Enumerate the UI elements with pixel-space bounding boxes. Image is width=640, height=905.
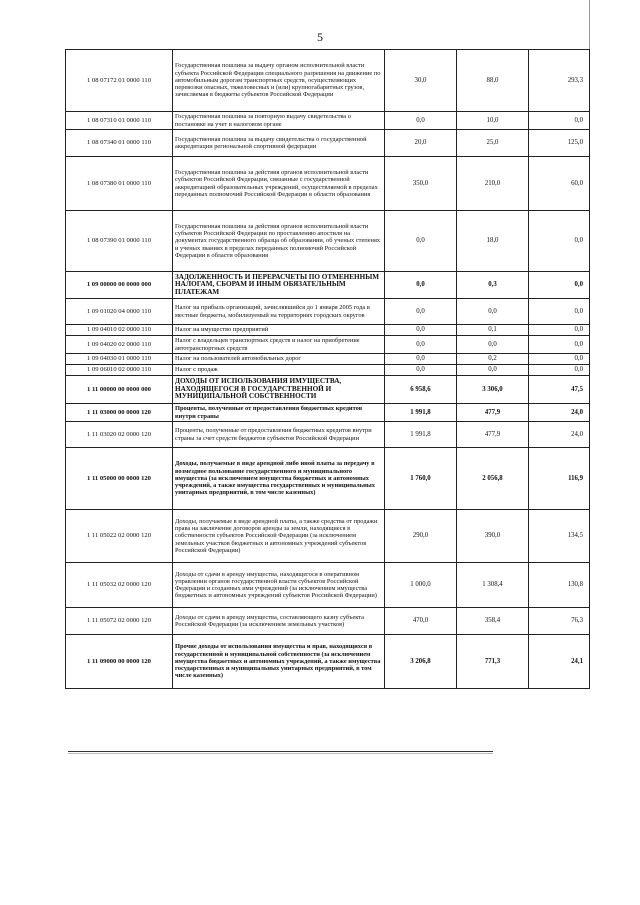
row-value-percent: 0,0 [529,354,590,365]
row-value-actual: 0,0 [457,336,529,354]
row-name: Прочие доходы от использования имущества и прав, находящихся в государственной и муниципальной собственности (за исключением имущества бюджетных и автономных учреждений, а также имущества государственных и муниципальных унитарных предприятий, в том числе казенных) [173,635,385,689]
row-code: 1 11 03020 02 0000 120 [66,422,173,448]
row-name: ДОХОДЫ ОТ ИСПОЛЬЗОВАНИЯ ИМУЩЕСТВА, НАХОДЯЩЕГОСЯ В ГОСУДАРСТВЕННОЙ И МУНИЦИПАЛЬНОЙ СОБСТВЕННОСТИ [173,376,385,404]
row-value-actual: 18,0 [457,211,529,272]
row-name: Налог на имущество предприятий [173,325,385,336]
footer-rule-shadow [68,753,493,754]
row-value-actual: 0,3 [457,272,529,299]
row-name: Налог на пользователей автомобильных дорог [173,354,385,365]
row-value-plan: 1 991,8 [385,404,457,422]
table-row [66,157,590,211]
row-code: 1 11 05032 02 0000 120 [66,563,173,608]
row-value-percent: 134,5 [529,510,590,563]
budget-table [65,49,590,689]
row-name: Государственная пошлина за выдачу свидетельства о государственной аккредитации региональной спортивной федерации [173,130,385,157]
budget-table-body [66,50,590,689]
row-value-percent: 293,3 [529,50,590,112]
row-name: Доходы от сдачи в аренду имущества, составляющего казну субъекта Российской Федерации (за исключением земельных участков) [173,608,385,635]
row-code: 1 09 01020 04 0000 110 [66,299,173,325]
row-value-plan: 1 000,0 [385,563,457,608]
row-value-plan: 290,0 [385,510,457,563]
row-code: 1 09 06010 02 0000 110 [66,365,173,376]
row-value-actual: 2 056,8 [457,448,529,510]
row-code: 1 08 07390 01 0000 110 [66,211,173,272]
row-name: Доходы, получаемые в виде арендной либо иной платы за передачу в возмездное пользование государственного и муниципального имущества (за исключением имущества бюджетных и автономных учреждений, а также имущества государственных и муниципальных унитарных предприятий, в том числе казенных) [173,448,385,510]
row-value-percent: 116,9 [529,448,590,510]
row-code: 1 08 07310 01 0000 110 [66,112,173,130]
table-row [66,376,590,404]
row-value-actual: 0,0 [457,365,529,376]
row-value-percent: 0,0 [529,365,590,376]
row-value-actual: 390,0 [457,510,529,563]
table-row [66,211,590,272]
row-code: 1 11 00000 00 0000 000 [66,376,173,404]
row-name: Государственная пошлина за действия органов исполнительной власти субъектов Российской Федерации, связанные с государственной аккредитацией образовательных учреждений, осуществляемой в пределах переданных полномочий Российской Федерации в области образования [173,157,385,211]
row-value-plan: 470,0 [385,608,457,635]
table-row [66,272,590,299]
table-row [66,130,590,157]
row-value-actual: 3 306,0 [457,376,529,404]
row-value-percent: 130,8 [529,563,590,608]
row-value-actual: 88,0 [457,50,529,112]
table-row [66,354,590,365]
table-row [66,448,590,510]
row-value-actual: 477,9 [457,404,529,422]
table-row [66,325,590,336]
row-code: 1 08 07172 01 0000 110 [66,50,173,112]
table-row [66,50,590,112]
table-row [66,608,590,635]
row-value-percent: 0,0 [529,299,590,325]
row-value-plan: 0,0 [385,325,457,336]
row-value-percent: 60,0 [529,157,590,211]
row-value-percent: 24,1 [529,635,590,689]
row-value-plan: 6 958,6 [385,376,457,404]
row-code: 1 11 05022 02 0000 120 [66,510,173,563]
row-value-plan: 20,0 [385,130,457,157]
row-name: Налог на прибыль организаций, зачислявшийся до 1 января 2005 года в местные бюджеты, мобилизуемый на территориях городских округов [173,299,385,325]
table-row [66,365,590,376]
row-code: 1 09 04010 02 0000 110 [66,325,173,336]
row-value-percent: 0,0 [529,112,590,130]
row-value-percent: 47,5 [529,376,590,404]
row-value-plan: 0,0 [385,272,457,299]
row-value-actual: 0,1 [457,325,529,336]
row-value-percent: 24,0 [529,404,590,422]
row-name: ЗАДОЛЖЕННОСТЬ И ПЕРЕРАСЧЕТЫ ПО ОТМЕНЕННЫМ НАЛОГАМ, СБОРАМ И ИНЫМ ОБЯЗАТЕЛЬНЫМ ПЛАТЕЖАМ [173,272,385,299]
row-value-actual: 210,0 [457,157,529,211]
footer-rule [68,751,493,752]
row-code: 1 11 03000 00 0000 120 [66,404,173,422]
row-value-actual: 1 308,4 [457,563,529,608]
row-code: 1 11 09000 00 0000 120 [66,635,173,689]
table-row [66,404,590,422]
row-value-plan: 1 760,0 [385,448,457,510]
row-value-plan: 0,0 [385,112,457,130]
row-value-plan: 3 206,8 [385,635,457,689]
row-value-actual: 358,4 [457,608,529,635]
row-value-actual: 477,9 [457,422,529,448]
row-value-plan: 0,0 [385,354,457,365]
row-code: 1 09 04020 02 0000 110 [66,336,173,354]
row-value-percent: 24,0 [529,422,590,448]
row-code: 1 08 07380 01 0000 110 [66,157,173,211]
row-name: Доходы от сдачи в аренду имущества, находящегося в оперативном управлении органов государственной власти субъектов Российской Федерации и созданных ими учреждений (за исключением имущества бюджетных и автономных учреждений субъектов Российской Федерации) [173,563,385,608]
row-value-plan: 1 991,8 [385,422,457,448]
row-code: 1 09 00000 00 0000 000 [66,272,173,299]
row-value-plan: 350,0 [385,157,457,211]
row-value-plan: 0,0 [385,211,457,272]
row-value-percent: 76,3 [529,608,590,635]
table-row [66,112,590,130]
row-code: 1 11 05000 00 0000 120 [66,448,173,510]
row-value-percent: 0,0 [529,211,590,272]
page-number: 5 [317,30,323,44]
row-name: Государственная пошлина за выдачу органом исполнительной власти субъекта Российской Федерации специального разрешения на движение по автомобильным дорогам транспортных средств, осуществляющих перевозки опасных, тяжеловесных и (или) крупногабаритных грузов, зачисляемая в бюджеты субъектов Российской Федерации [173,50,385,112]
row-value-plan: 30,0 [385,50,457,112]
row-name: Государственная пошлина за действия органов исполнительной власти субъектов Российской Федерации по проставлению апостиля на документах государственного образца об образовании, об ученых степенях и ученых званиях в пределах переданных полномочий Российской Федерации в области образования [173,211,385,272]
row-name: Проценты, полученные от предоставления бюджетных кредитов внутри страны за счет средств бюджетов субъектов Российской Федерации [173,422,385,448]
row-name: Налог с продаж [173,365,385,376]
row-name: Налог с владельцев транспортных средств и налог на приобретение автотранспортных средств [173,336,385,354]
row-value-plan: 0,0 [385,365,457,376]
row-code: 1 11 05072 02 0000 120 [66,608,173,635]
row-name: Доходы, получаемые в виде арендной платы, а также средства от продажи права на заключение договоров аренды за земли, находящиеся в собственности субъектов Российской Федерации (за исключением земельных участков бюджетных и автономных учреждений субъектов Российской Федерации) [173,510,385,563]
table-row [66,635,590,689]
row-code: 1 08 07340 01 0000 110 [66,130,173,157]
row-value-percent: 125,0 [529,130,590,157]
row-name: Проценты, полученные от предоставления бюджетных кредитов внутри страны [173,404,385,422]
row-value-percent: 0,0 [529,325,590,336]
table-row [66,336,590,354]
row-value-percent: 0,0 [529,272,590,299]
row-value-percent: 0,0 [529,336,590,354]
row-value-actual: 0,0 [457,299,529,325]
row-code: 1 09 04030 01 0000 110 [66,354,173,365]
table-row [66,299,590,325]
table-row [66,422,590,448]
row-value-actual: 0,2 [457,354,529,365]
table-row [66,563,590,608]
row-value-actual: 25,0 [457,130,529,157]
row-value-plan: 0,0 [385,336,457,354]
row-value-plan: 0,0 [385,299,457,325]
row-value-actual: 771,3 [457,635,529,689]
row-name: Государственная пошлина за повторную выдачу свидетельства о постановке на учет в налоговом органе [173,112,385,130]
table-row [66,510,590,563]
row-value-actual: 10,0 [457,112,529,130]
